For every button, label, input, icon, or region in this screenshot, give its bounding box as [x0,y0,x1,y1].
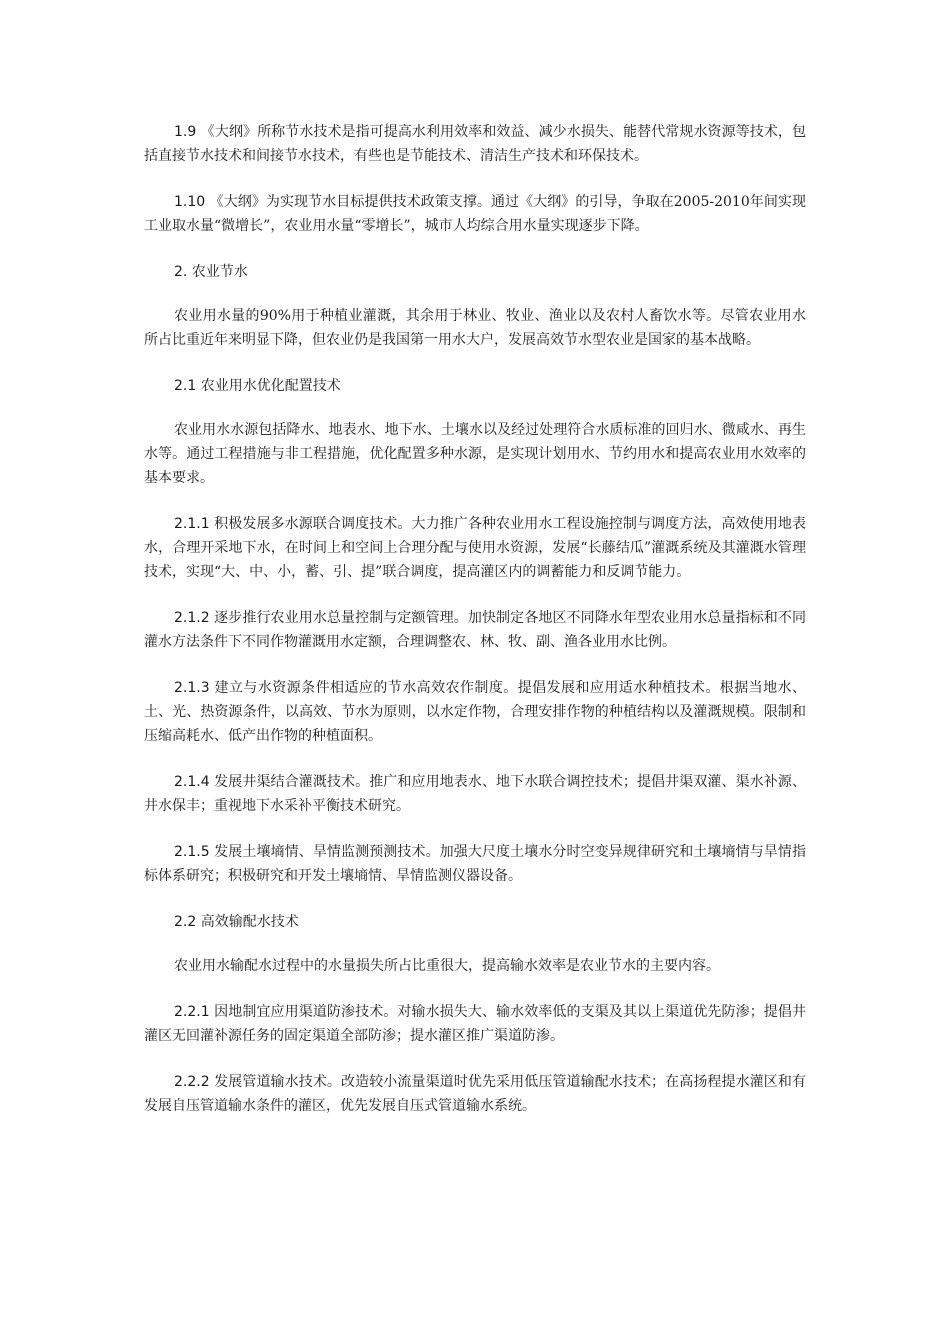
section-number: 2.1.5 [174,844,210,860]
paragraph-2-1-intro [144,418,806,490]
section-number: 1.10 [174,194,206,210]
paragraph-2-2-2 [144,1070,806,1118]
section-number: 2.2 [174,914,197,930]
heading-2-2 [144,910,806,934]
heading-text: 农业用水优化配置技术 [196,378,341,394]
paragraph-text: 农业用水水源包括降水、地表水、地下水、土壤水以及经过处理符合水质标准的回归水、微咸水、再生水等。通过工程措施与非工程措施，优化配置多种水源，是实现计划用水、节约用水和提高农业用水效率的基本要求。 [144,422,806,486]
paragraph-2-2-1 [144,1000,806,1048]
section-number: 2.1.3 [174,680,210,696]
paragraph-text: 积极发展多水源联合调度技术。大力推广各种农业用水工程设施控制与调度方法，高效使用地表水，合理开采地下水，在时间上和空间上合理分配与使用水资源，发展“长藤结瓜”灌溉系统及其灌溉水管理技术，实现“大、中、小，蓄、引、提”联合调度，提高灌区内的调蓄能力和反调节能力。 [144,516,806,580]
paragraph-2-1-1 [144,512,806,584]
section-number: 2.1 [174,378,197,394]
paragraph-2-1-5 [144,840,806,888]
section-number: 2.1.2 [174,610,210,626]
paragraph-text: 农业用水量的90%用于种植业灌溉，其余用于林业、牧业、渔业以及农村人畜饮水等。尽管农业用水所占比重近年来明显下降，但农业仍是我国第一用水大户，发展高效节水型农业是国家的基本战略。 [144,308,806,348]
section-number: 2.1.4 [174,774,210,790]
paragraph-text: 《大纲》所称节水技术是指可提高水利用效率和效益、减少水损失、能替代常规水资源等技术，包括直接节水技术和间接节水技术，有些也是节能技术、清洁生产技术和环保技术。 [144,124,806,164]
paragraph-text: 农业用水输配水过程中的水量损失所占比重很大，提高输水效率是农业节水的主要内容。 [174,958,720,974]
paragraph-2-1-3 [144,676,806,748]
section-number: 2.2.2 [174,1074,210,1090]
heading-2-1 [144,374,806,398]
paragraph-1-9 [144,120,806,168]
paragraph-2-1-2 [144,606,806,654]
document-body [144,120,806,1140]
section-number: 1.9 [174,124,197,140]
paragraph-text: 逐步推行农业用水总量控制与定额管理。加快制定各地区不同降水年型农业用水总量指标和不同灌水方法条件下不同作物灌溉用水定额，合理调整农、林、牧、副、渔各业用水比例。 [144,610,806,650]
paragraph-2-2-intro [144,954,806,978]
heading-2 [144,260,806,284]
section-number: 2.1.1 [174,516,210,532]
section-number: 2. [174,264,188,280]
heading-text: 农业节水 [187,264,248,280]
paragraph-text: 发展管道输水技术。改造较小流量渠道时优先采用低压管道输配水技术；在高扬程提水灌区和有发展自压管道输水条件的灌区，优先发展自压式管道输水系统。 [144,1074,806,1114]
paragraph-2-1-4 [144,770,806,818]
paragraph-text: 发展井渠结合灌溉技术。推广和应用地表水、地下水联合调控技术；提倡井渠双灌、渠水补源、井水保丰；重视地下水采补平衡技术研究。 [144,774,806,814]
paragraph-text: 《大纲》为实现节水目标提供技术政策支撑。通过《大纲》的引导，争取在2005-2010年间实现工业取水量“微增长”，农业用水量“零增长”，城市人均综合用水量实现逐步下降。 [144,194,806,234]
heading-text: 高效输配水技术 [196,914,299,930]
paragraph-2-intro [144,304,806,352]
paragraph-text: 因地制宜应用渠道防渗技术。对输水损失大、输水效率低的支渠及其以上渠道优先防渗；提倡井灌区无回灌补源任务的固定渠道全部防渗；提水灌区推广渠道防渗。 [144,1004,806,1044]
paragraph-text: 建立与水资源条件相适应的节水高效农作制度。提倡发展和应用适水种植技术。根据当地水、土、光、热资源条件，以高效、节水为原则，以水定作物，合理安排作物的种植结构以及灌溉规模。限制和压缩高耗水、低产出作物的种植面积。 [144,680,806,744]
paragraph-text: 发展土壤墒情、旱情监测预测技术。加强大尺度土壤水分时空变异规律研究和土壤墒情与旱情指标体系研究；积极研究和开发土壤墒情、旱情监测仪器设备。 [144,844,806,884]
paragraph-1-10 [144,190,806,238]
section-number: 2.2.1 [174,1004,210,1020]
